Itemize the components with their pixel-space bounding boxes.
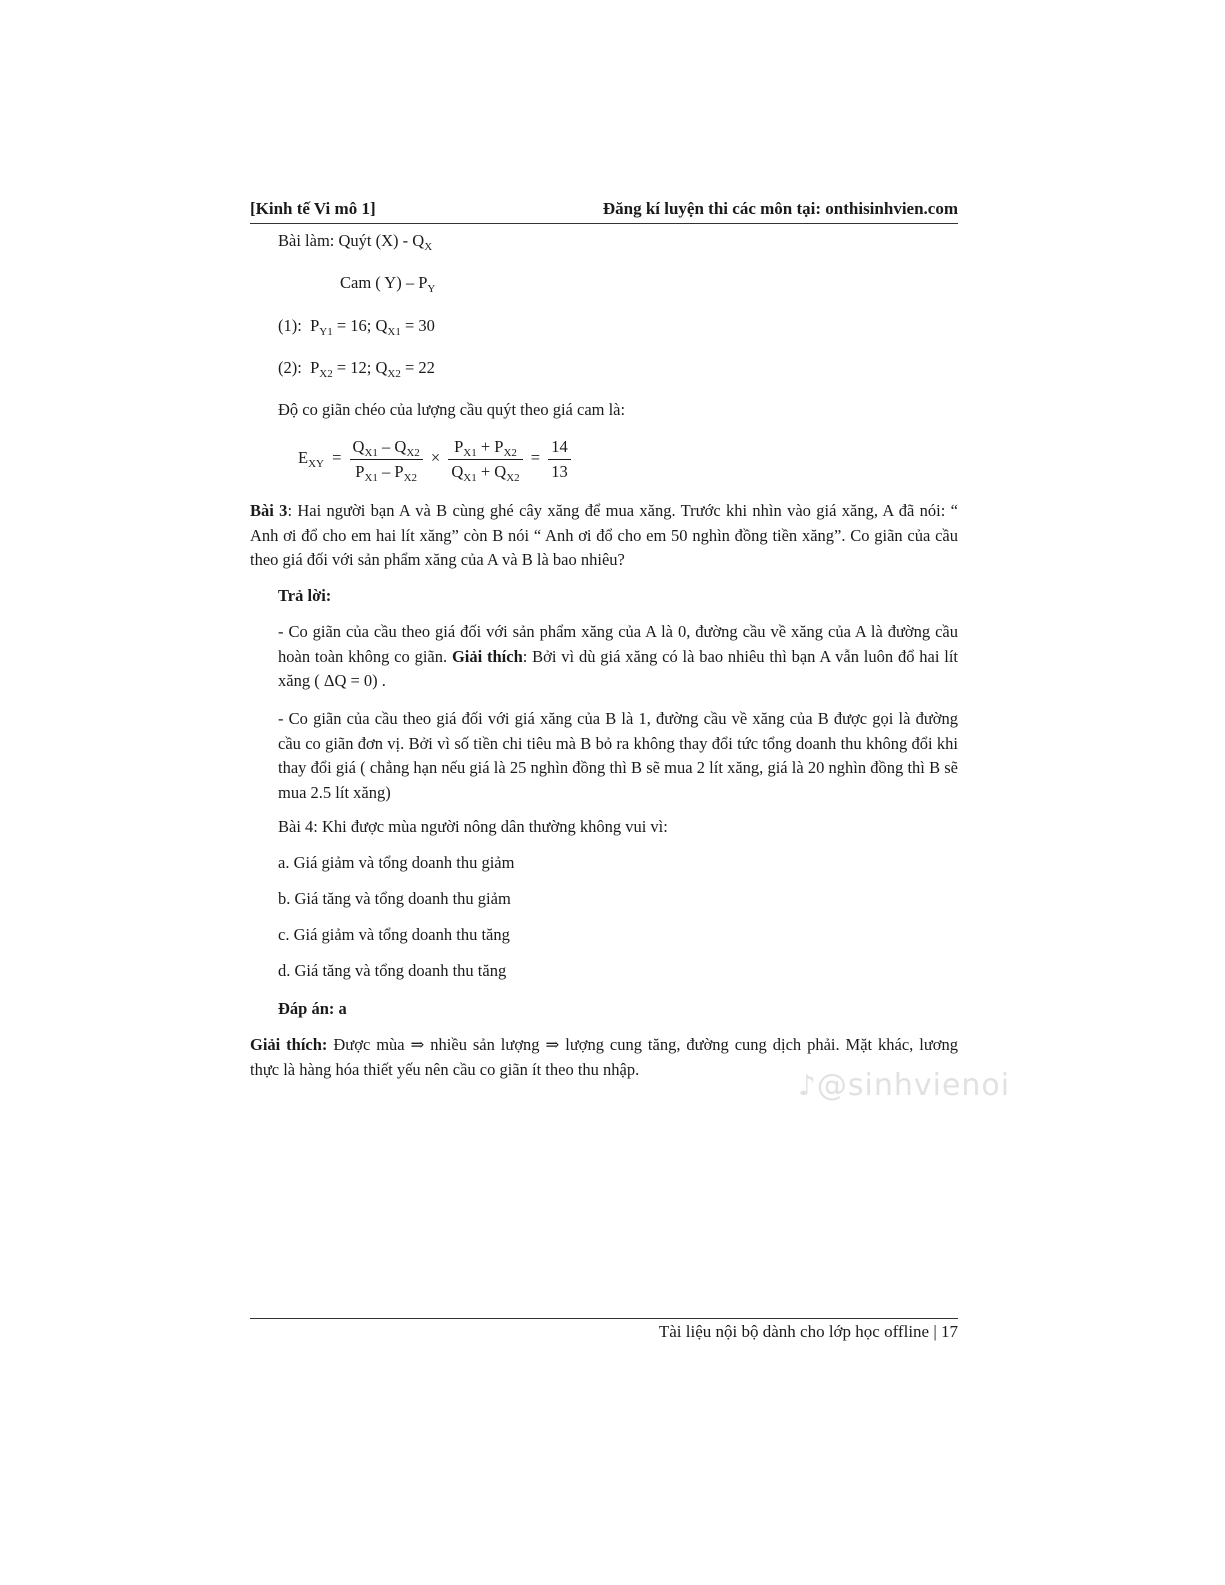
fraction-quantity-change: $\frac{Q_{X1} - Q_{X2}}{P_{X1} - P_{X2}}$: [350, 436, 423, 483]
bai4-option-b: b. Giá tăng và tổng doanh thu giảm: [278, 889, 511, 908]
bai4-question: Bài 4: Khi được mùa người nông dân thường không vui vì:: [278, 817, 668, 836]
fraction-midpoint-ratio: $\frac{P_{X1} + P_{X2}}{Q_{X1} + Q_{X2}}$: [448, 436, 522, 483]
tiktok-logo-icon: ♪: [798, 1069, 817, 1102]
bai3-answer-a: - Co giãn của cầu theo giá đối với sản phẩm xăng của A là 0, đường cầu về xăng của A là đường cầu hoàn toàn không co giãn. Giải thích: Bởi vì dù giá xăng có là bao nhiêu thì bạn A vẫn luôn đổ hai lít xăng ( ΔQ = 0) .: [278, 622, 958, 690]
bai4-option-a: a. Giá giảm và tổng doanh thu giảm: [278, 853, 515, 872]
solution-line-2: (2): $P_{X2} = 12$; $Q_{X2} = 22$: [278, 358, 435, 380]
bai3-title: Bài 3: [250, 501, 288, 520]
cross-elasticity-formula: $E_{XY}$ = $\frac{Q_{X1} - Q_{X2}}{P_{X1} - P_{X2}}$ × $\frac{P_{X1} + P_{X2}}{Q_{X1} + Q_{X2}}$ = $\frac{14}{13}$: [298, 434, 571, 483]
bai4-explanation: Giải thích: Được mùa ⇒ nhiều sản lượng ⇒ lượng cung tăng, đường cung dịch phải. Mặt khác, lương thực là hàng hóa thiết yếu nên cầu co giãn ít theo thu nhập.: [250, 1035, 958, 1079]
header-course-title: [Kinh tế Vi mô 1]: [250, 199, 376, 218]
solution-line-quyt: Bài làm: Quýt $(X) - Q_X$: [278, 231, 433, 253]
page-header: [250, 197, 958, 224]
tiktok-watermark: ♪@sinhvienoi: [798, 1068, 1011, 1103]
footer-divider: [250, 1318, 958, 1319]
cross-elasticity-text: Độ co giãn chéo của lượng cầu quýt theo giá cam là:: [278, 400, 626, 419]
fraction-result: $\frac{14}{13}$: [548, 436, 571, 483]
bai4-option-d: d. Giá tăng và tổng doanh thu tăng: [278, 961, 507, 980]
header-site-link[interactable]: Đăng kí luyện thi các môn tại: onthisinhvien.com: [602, 199, 958, 218]
bai3-answer-b: - Co giãn của cầu theo giá đối với giá xăng của B là 1, đường cầu về xăng của B được gọi là đường cầu co giãn đơn vị. Bởi vì số tiền chi tiêu mà B bỏ ra không thay đổi tức tổng doanh thu không đổi khi thay đổi giá ( chẳng hạn nếu giá là 25 nghìn đồng thì B sẽ mua 2 lít xăng, giá là 20 nghìn đồng thì B sẽ mua 2.5 lít xăng): [278, 709, 958, 802]
bai4-option-c: c. Giá giảm và tổng doanh thu tăng: [278, 925, 510, 944]
page-footer: Tài liệu nội bộ dành cho lớp học offline | 17: [658, 1322, 958, 1341]
solution-line-1: (1): $P_{Y1} = 16$; $Q_{X1} = 30$: [278, 316, 435, 338]
bai4-answer: Đáp án: a: [278, 999, 347, 1018]
solution-line-cam: Cam ( $Y) - P_Y$: [340, 273, 436, 295]
bai3-answer-label: Trả lời:: [278, 586, 332, 605]
delta-q-math: ΔQ = 0: [323, 671, 373, 690]
bai3-question: Bài 3: Hai người bạn A và B cùng ghé cây xăng để mua xăng. Trước khi nhìn vào giá xăng, A đã nói: “ Anh ơi đổ cho em hai lít xăng” còn B nói “ Anh ơi đổ cho em 50 nghìn đồng tiền xăng”. Co giãn của cầu theo giá đối với sản phẩm xăng của A và B là bao nhiêu?: [250, 501, 958, 569]
